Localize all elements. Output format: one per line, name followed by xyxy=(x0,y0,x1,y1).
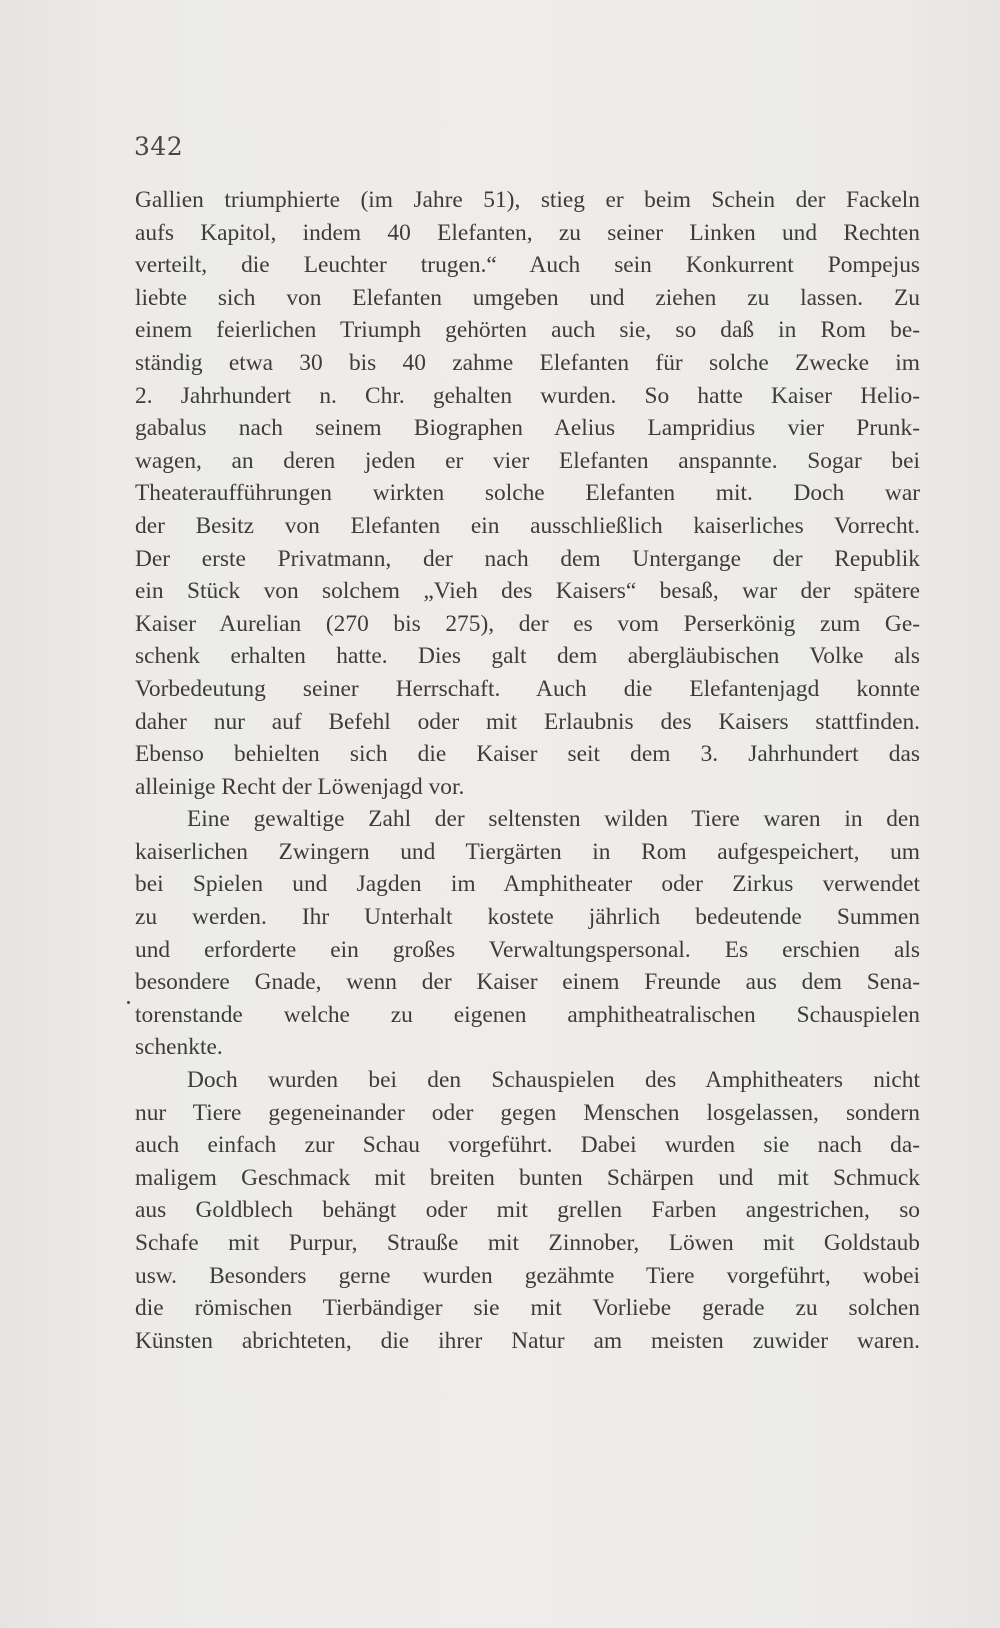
text-line: auch einfach zur Schau vorgeführt. Dabei wurden sie nach da- xyxy=(135,1132,920,1159)
text-line: schenk erhalten hatte. Dies galt dem abergläubischen Volke als xyxy=(135,643,920,670)
text-line: maligem Geschmack mit breiten bunten Schärpen und mit Schmuck xyxy=(135,1164,920,1191)
text-line: zu werden. Ihr Unterhalt kostete jährlich bedeutende Summen xyxy=(135,904,920,931)
text-line: ständig etwa 30 bis 40 zahme Elefanten für solche Zwecke im xyxy=(135,349,920,376)
paragraph-start-line: Eine gewaltige Zahl der seltensten wilden Tiere waren in den xyxy=(187,806,920,833)
text-line: Der erste Privatmann, der nach dem Untergange der Republik xyxy=(135,545,920,572)
text-line: die römischen Tierbändiger sie mit Vorliebe gerade zu solchen xyxy=(135,1295,920,1322)
text-line: Kaiser Aurelian (270 bis 275), der es vom Perserkönig zum Ge- xyxy=(135,610,920,637)
text-line: Ebenso behielten sich die Kaiser seit dem 3. Jahrhundert das xyxy=(135,741,920,768)
text-line: liebte sich von Elefanten umgeben und ziehen zu lassen. Zu xyxy=(135,284,920,311)
body-text xyxy=(135,184,920,1357)
text-line: der Besitz von Elefanten ein ausschließlich kaiserliches Vorrecht. xyxy=(135,512,920,539)
text-line: besondere Gnade, wenn der Kaiser einem Freunde aus dem Sena- xyxy=(135,969,920,996)
text-line: nur Tiere gegeneinander oder gegen Menschen losgelassen, sondern xyxy=(135,1099,920,1126)
paragraph-end-line: schenkte. xyxy=(135,1034,223,1061)
text-line: bei Spielen und Jagden im Amphitheater oder Zirkus verwendet xyxy=(135,871,920,898)
text-line: Theateraufführungen wirkten solche Elefanten mit. Doch war xyxy=(135,480,920,507)
text-line: 2. Jahrhundert n. Chr. gehalten wurden. So hatte Kaiser Helio- xyxy=(135,382,920,409)
text-line: Vorbedeutung seiner Herrschaft. Auch die Elefantenjagd konnte xyxy=(135,675,920,702)
text-line: kaiserlichen Zwingern und Tiergärten in Rom aufgespeichert, um xyxy=(135,838,920,865)
text-line: verteilt, die Leuchter trugen.“ Auch sein Konkurrent Pompejus xyxy=(135,252,920,279)
text-line: Gallien triumphierte (im Jahre 51), stieg er beim Schein der Fackeln xyxy=(135,187,920,213)
text-line: und erforderte ein großes Verwaltungspersonal. Es erschien als xyxy=(135,936,920,963)
text-line: daher nur auf Befehl oder mit Erlaubnis des Kaisers stattfinden. xyxy=(135,708,920,735)
text-line: ein Stück von solchem „Vieh des Kaisers“ besaß, war der spätere xyxy=(135,578,920,605)
paragraph-start-line: Doch wurden bei den Schauspielen des Amphitheaters nicht xyxy=(187,1067,920,1094)
text-line: Schafe mit Purpur, Strauße mit Zinnober, Löwen mit Goldstaub xyxy=(135,1230,920,1256)
text-line: Künsten abrichteten, die ihrer Natur am meisten zuwider waren. xyxy=(135,1327,920,1354)
text-line: wagen, an deren jeden er vier Elefanten anspannte. Sogar bei xyxy=(135,447,920,474)
margin-speck xyxy=(127,1001,130,1004)
page-number: 342 xyxy=(134,132,184,161)
text-line: gabalus nach seinem Biographen Aelius Lampridius vier Prunk- xyxy=(135,415,920,442)
text-line: aus Goldblech behängt oder mit grellen Farben angestrichen, so xyxy=(135,1197,920,1224)
text-line: usw. Besonders gerne wurden gezähmte Tiere vorgeführt, wobei xyxy=(135,1262,920,1289)
paragraph-end-line: alleinige Recht der Löwenjagd vor. xyxy=(135,773,465,800)
text-line: aufs Kapitol, indem 40 Elefanten, zu seiner Linken und Rechten xyxy=(135,219,920,246)
text-line: einem feierlichen Triumph gehörten auch sie, so daß in Rom be- xyxy=(135,317,920,344)
text-line: torenstande welche zu eigenen amphitheatralischen Schauspielen xyxy=(135,1001,920,1028)
